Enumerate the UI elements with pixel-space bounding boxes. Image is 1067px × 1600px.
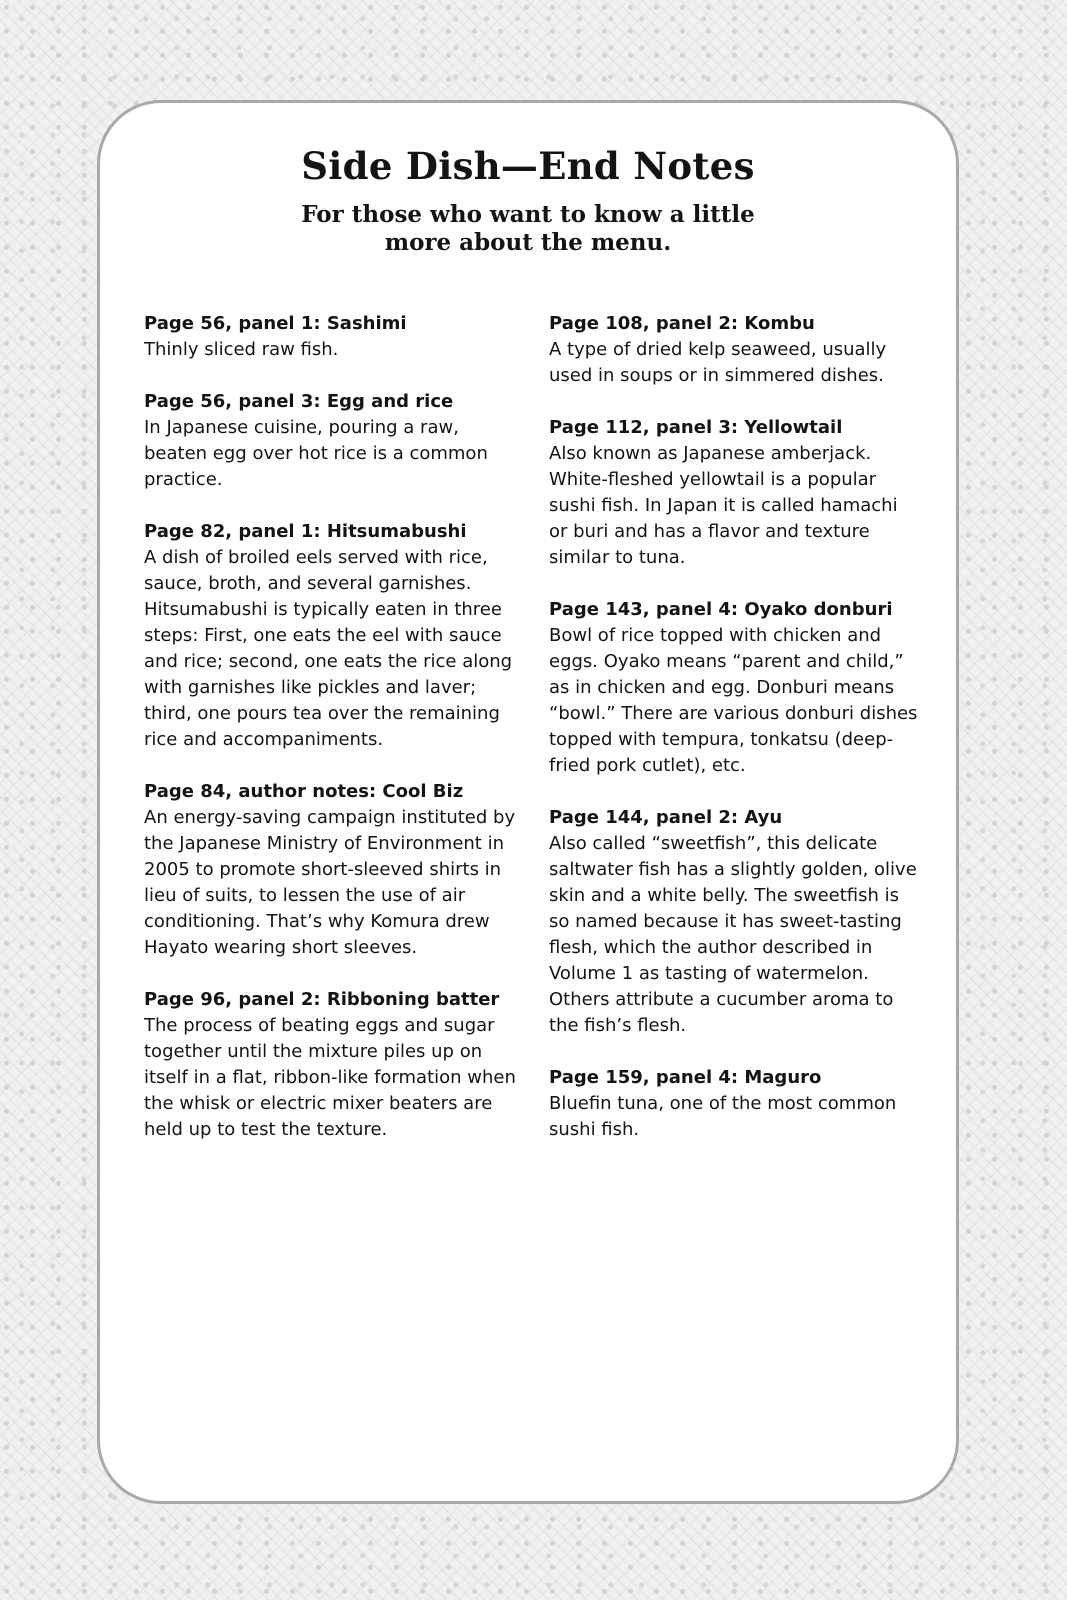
note-body: Thinly sliced raw fish.: [144, 339, 339, 360]
note-body: A dish of broiled eels served with rice, sauce, broth, and several garnishes. Hitsumabushi is typically eaten in three steps: First, one eats the eel with sauce and rice; second, one eats the rice along with garnishes like pickles and laver; third, one pours tea over the remaining rice and accompaniments.: [144, 547, 513, 750]
note-body: A type of dried kelp seaweed, usually used in soups or in simmered dishes.: [549, 339, 887, 386]
note-sashimi: [144, 311, 516, 363]
subtitle-line-1: For those who want to know a little: [301, 201, 755, 228]
note-heading: Page 96, panel 2: Ribboning batter: [144, 989, 500, 1010]
note-heading: Page 144, panel 2: Ayu: [549, 807, 783, 828]
note-heading: Page 84, author notes: Cool Biz: [144, 781, 464, 802]
note-ribboning-batter: [144, 987, 516, 1143]
right-column: [549, 311, 921, 1169]
note-yellowtail: [549, 415, 921, 571]
note-body: Bowl of rice topped with chicken and eggs. Oyako means “parent and child,” as in chicken and egg. Donburi means “bowl.” There are various donburi dishes topped with tempura, tonkatsu (deep-fried pork cutlet), etc.: [549, 625, 918, 776]
note-maguro: [549, 1065, 921, 1143]
note-body: In Japanese cuisine, pouring a raw, beaten egg over hot rice is a common practice.: [144, 417, 488, 490]
note-heading: Page 143, panel 4: Oyako donburi: [549, 599, 893, 620]
note-heading: Page 159, panel 4: Maguro: [549, 1067, 822, 1088]
note-heading: Page 108, panel 2: Kombu: [549, 313, 815, 334]
note-egg-and-rice: [144, 389, 516, 493]
left-column: [144, 311, 516, 1169]
note-cool-biz: [144, 779, 516, 961]
note-ayu: [549, 805, 921, 1039]
page-subtitle: [100, 201, 956, 257]
note-body: Also called “sweetfish”, this delicate saltwater fish has a slightly golden, olive skin and a white belly. The sweetfish is so named because it has sweet-tasting flesh, which the author described in Volume 1 as tasting of watermelon. Others attribute a cucumber aroma to the fish’s flesh.: [549, 833, 917, 1036]
note-kombu: [549, 311, 921, 389]
note-heading: Page 56, panel 3: Egg and rice: [144, 391, 454, 412]
note-heading: Page 82, panel 1: Hitsumabushi: [144, 521, 467, 542]
note-hitsumabushi: [144, 519, 516, 753]
page-title: Side Dish—End Notes: [301, 144, 755, 188]
note-heading: Page 112, panel 3: Yellowtail: [549, 417, 843, 438]
subtitle-line-2: more about the menu.: [384, 229, 672, 256]
note-body: Also known as Japanese amberjack. White-fleshed yellowtail is a popular sushi fish. In Japan it is called hamachi or buri and has a flavor and texture similar to tuna.: [549, 443, 898, 568]
note-oyako-donburi: [549, 597, 921, 779]
note-body: Bluefin tuna, one of the most common sushi fish.: [549, 1093, 897, 1140]
note-body: The process of beating eggs and sugar together until the mixture piles up on itself in a flat, ribbon-like formation when the whisk or electric mixer beaters are held up to test the texture.: [144, 1015, 516, 1140]
note-body: An energy-saving campaign instituted by the Japanese Ministry of Environment in 2005 to promote short-sleeved shirts in lieu of suits, to lessen the use of air conditioning. That’s why Komura drew Hayato wearing short sleeves.: [144, 807, 516, 958]
note-heading: Page 56, panel 1: Sashimi: [144, 313, 407, 334]
notes-card: [97, 100, 959, 1504]
